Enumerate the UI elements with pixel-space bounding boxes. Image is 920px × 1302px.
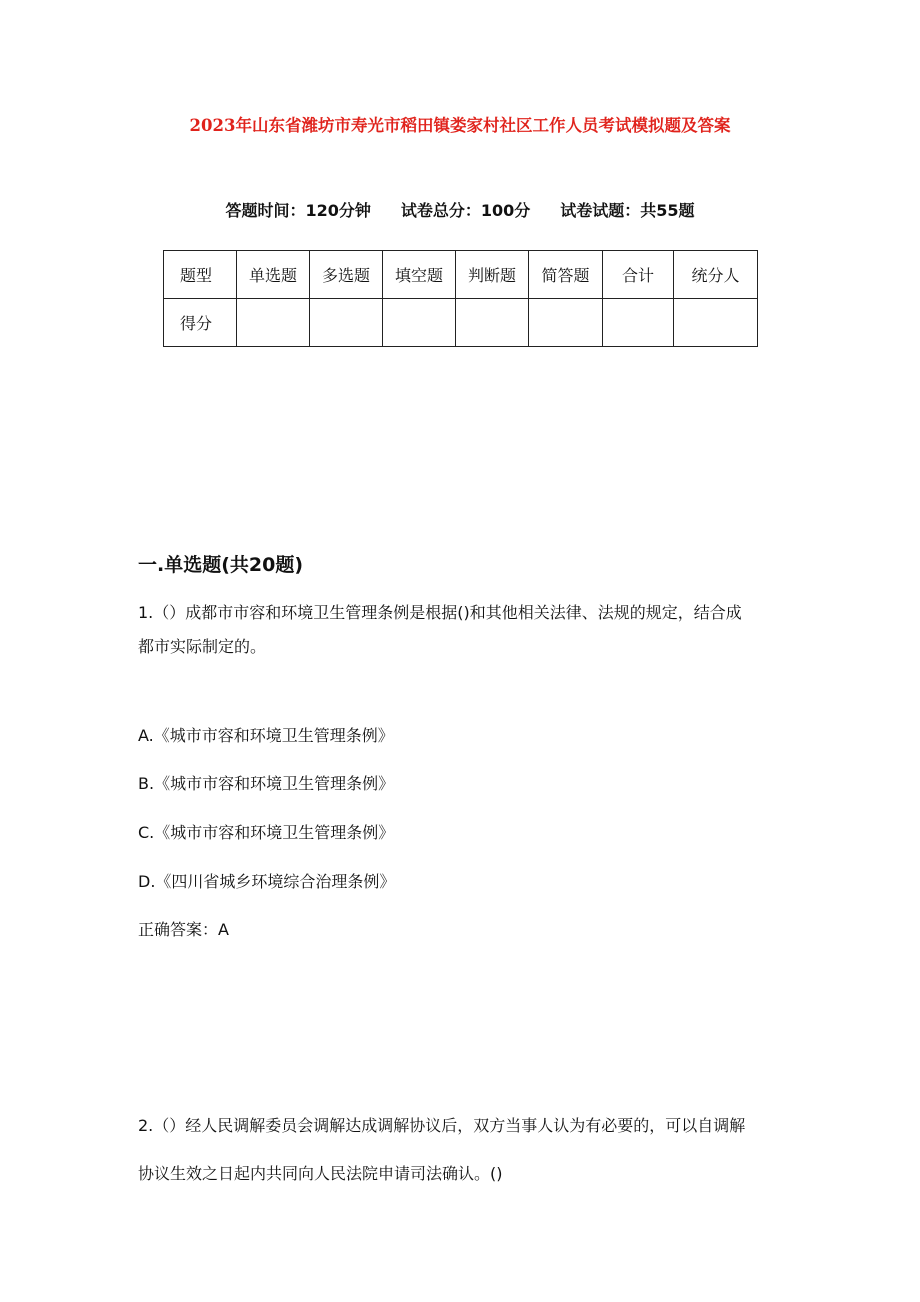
score-cell [383, 299, 456, 347]
question-1-option-d: D.《四川省城乡环境综合治理条例》 [138, 872, 396, 891]
header-cell-scorer: 统分人 [674, 251, 758, 299]
question-1 [138, 596, 788, 664]
question-1-option-c: C.《城市市容和环境卫生管理条例》 [138, 823, 395, 842]
exam-total-score: 试卷总分：100分 [400, 201, 531, 220]
score-cell [310, 299, 383, 347]
header-cell-true-false: 判断题 [456, 251, 529, 299]
row-label-score: 得分 [164, 299, 237, 347]
document-title: 2023年山东省潍坊市寿光市稻田镇娄家村社区工作人员考试模拟题及答案 [189, 116, 731, 135]
header-cell-single-choice: 单选题 [237, 251, 310, 299]
header-cell-type: 题型 [164, 251, 237, 299]
question-1-option-b: B.《城市市容和环境卫生管理条例》 [138, 774, 395, 793]
score-cell [674, 299, 758, 347]
score-cell [456, 299, 529, 347]
header-cell-total: 合计 [603, 251, 674, 299]
question-2-line-2: 协议生效之日起内共同向人民法院申请司法确认。() [138, 1164, 503, 1183]
score-table-score-row [164, 299, 758, 347]
score-cell [237, 299, 310, 347]
exam-meta [0, 198, 920, 221]
exam-time: 答题时间：120分钟 [225, 201, 371, 220]
question-1-line-1: 1.（）成都市市容和环境卫生管理条例是根据()和其他相关法律、法规的规定，结合成 [138, 603, 742, 622]
score-cell [529, 299, 603, 347]
header-cell-short-answer: 简答题 [529, 251, 603, 299]
header-cell-multiple-choice: 多选题 [310, 251, 383, 299]
question-2 [138, 1102, 788, 1198]
score-table-header-row [164, 251, 758, 299]
question-1-option-a: A.《城市市容和环境卫生管理条例》 [138, 726, 394, 745]
score-cell [603, 299, 674, 347]
section-title: 一.单选题(共20题) [138, 554, 304, 576]
header-cell-fill-blank: 填空题 [383, 251, 456, 299]
question-2-line-1: 2.（）经人民调解委员会调解达成调解协议后，双方当事人认为有必要的，可以自调解 [138, 1116, 746, 1135]
question-1-answer: 正确答案：A [138, 920, 229, 939]
question-1-line-2: 都市实际制定的。 [138, 637, 267, 656]
score-table [163, 250, 758, 347]
exam-question-count: 试卷试题：共55题 [560, 201, 695, 220]
